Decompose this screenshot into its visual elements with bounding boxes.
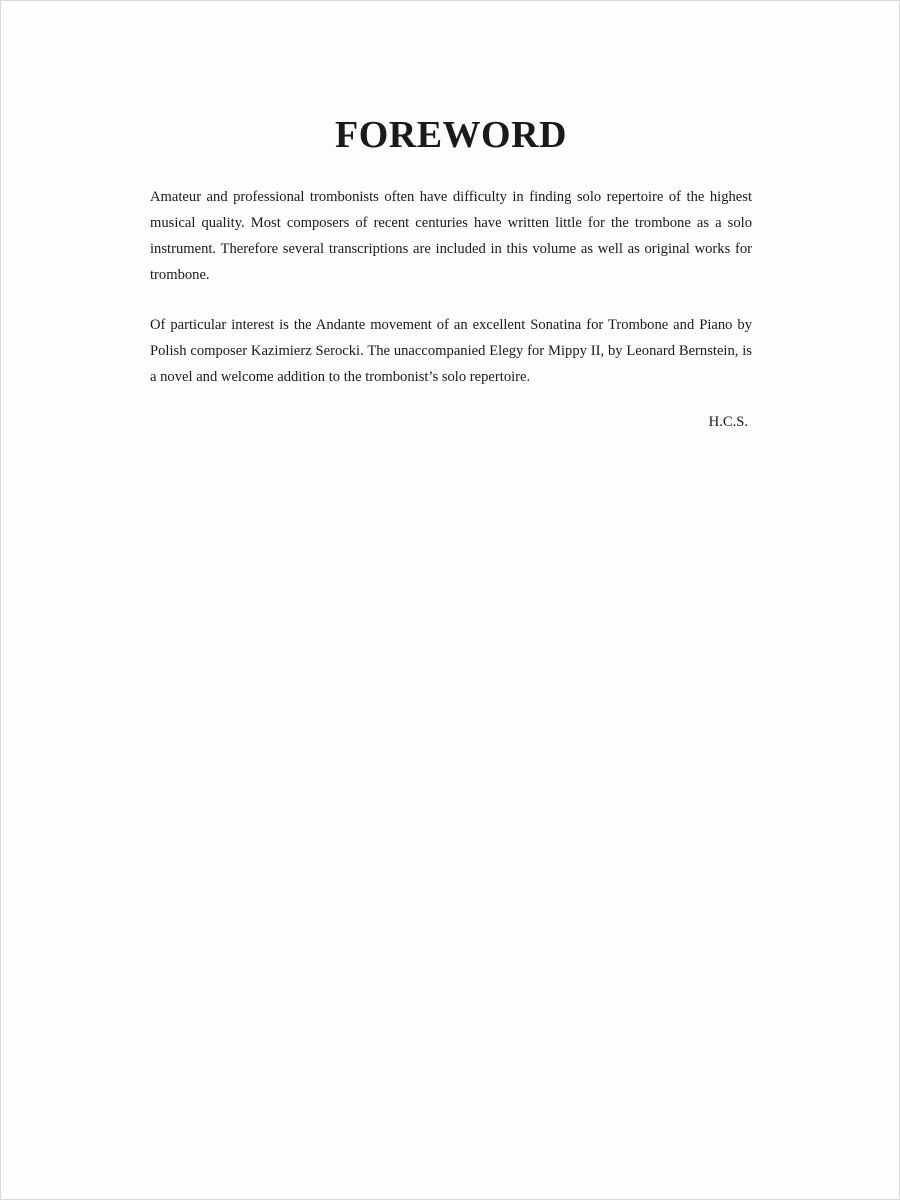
foreword-body [150,184,752,390]
page-title: FOREWORD [335,114,567,156]
author-initials: H.C.S. [708,414,748,430]
foreword-paragraph-1: Amateur and professional trombonists often have difficulty in finding solo repertoire of the highest musical quality. Most composers of recent centuries have written little for the trombone as a solo instrument. Therefore several transcriptions are included in this volume as well as original works for trombone. [150,189,752,283]
foreword-paragraph-2: Of particular interest is the Andante movement of an excellent Sonatina for Trombone and Piano by Polish composer Kazimierz Serocki. The unaccompanied Elegy for Mippy II, by Leonard Bernstein, is a novel and welcome addition to the trombonist’s solo repertoire. [150,317,752,385]
